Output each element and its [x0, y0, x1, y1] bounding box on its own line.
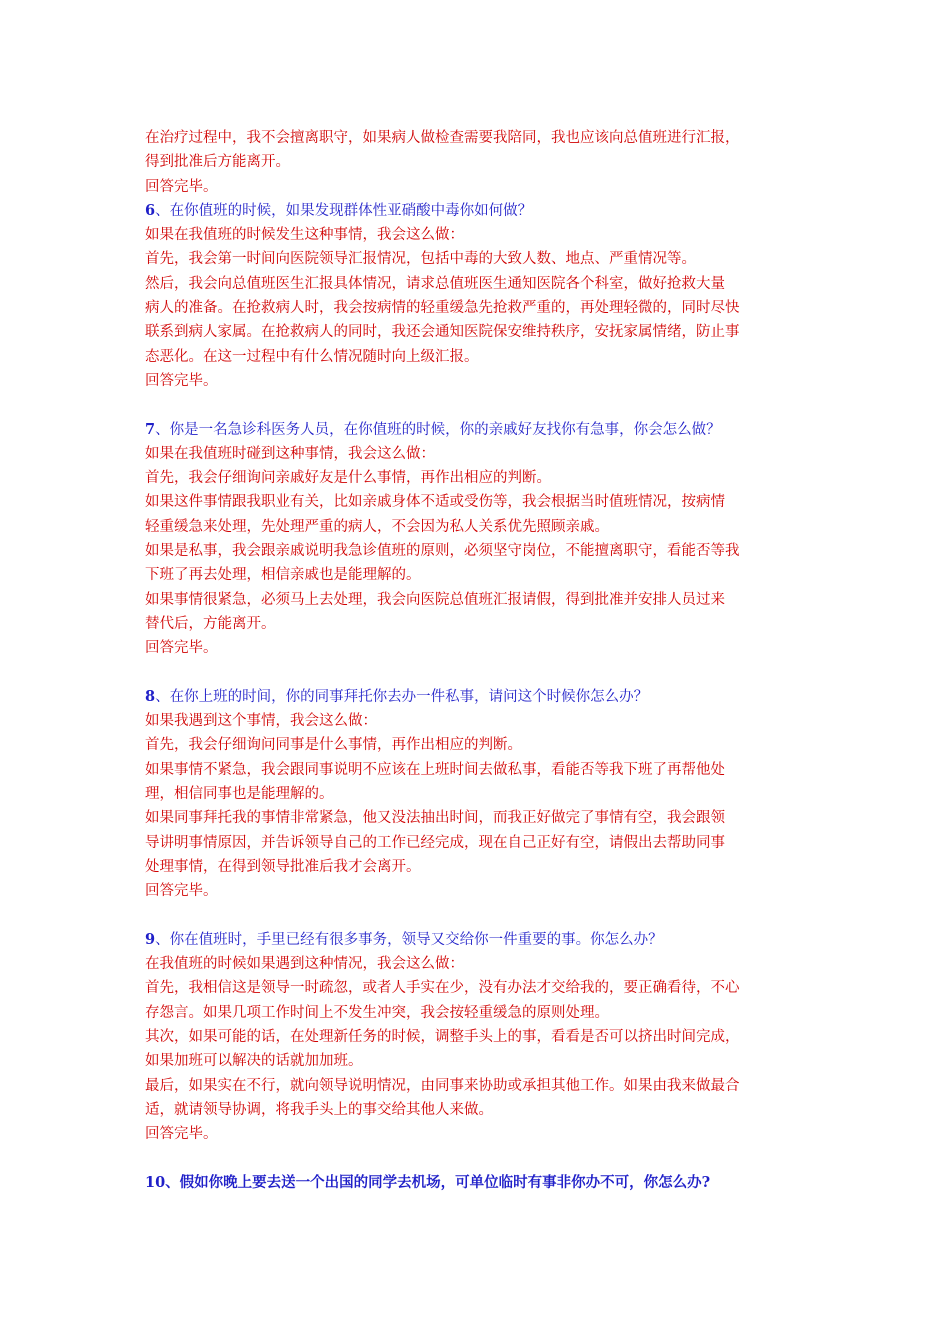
answer-line: 轻重缓急来处理，先处理严重的病人，不会因为私人关系优先照顾亲戚。 — [145, 518, 609, 535]
answer-line: 如果事情不紧急，我会跟同事说明不应该在上班时间去做私事，看能否等我下班了再帮他处 — [145, 761, 725, 778]
document-body — [145, 126, 813, 1195]
answer-line: 导讲明事情原因，并告诉领导自己的工作已经完成，现在自己正好有空，请假出去帮助同事 — [145, 834, 725, 851]
answer-done: 回答完毕。 — [145, 1126, 218, 1143]
question-block-7 — [145, 418, 813, 661]
answer-line: 如果这件事情跟我职业有关，比如亲戚身体不适或受伤等，我会根据当时值班情况，按病情 — [145, 494, 725, 511]
question-block-6 — [145, 199, 813, 393]
answer-line: 下班了再去处理，相信亲戚也是能理解的。 — [145, 567, 421, 584]
question-text: 、你是一名急诊科医务人员，在你值班的时候，你的亲戚好友找你有急事，你会怎么做？ — [155, 421, 721, 438]
spacer — [145, 393, 813, 417]
answer-done: 回答完毕。 — [145, 883, 218, 900]
answer-line: 病人的准备。在抢救病人时，我会按病情的轻重缓急先抢救严重的，再处理轻微的，同时尽快 — [145, 300, 740, 317]
answer-done: 回答完毕。 — [145, 640, 218, 657]
question-number: 9 — [145, 930, 156, 948]
answer-line: 如果加班可以解决的话就加加班。 — [145, 1053, 363, 1070]
spacer — [145, 661, 813, 685]
question-heading — [145, 418, 813, 442]
question-text: 、在你上班的时间，你的同事拜托你去办一件私事，请问这个时候你怎么办？ — [155, 688, 649, 705]
answer-line: 替代后，方能离开。 — [145, 615, 276, 632]
answer-done: 回答完毕。 — [145, 372, 218, 389]
spacer — [145, 1146, 813, 1170]
answer-line: 如果在我值班时碰到这种事情，我会这么做： — [145, 445, 435, 462]
question-number: 10 — [145, 1173, 166, 1191]
answer-line: 适，就请领导协调，将我手头上的事交给其他人来做。 — [145, 1101, 493, 1118]
answer-line: 最后，如果实在不行，就向领导说明情况，由同事来协助或承担其他工作。如果由我来做最合 — [145, 1077, 740, 1094]
answer-line: 理，相信同事也是能理解的。 — [145, 786, 334, 803]
answer-line: 得到批准后方能离开。 — [145, 154, 290, 171]
answer-line: 处理事情，在得到领导批准后我才会离开。 — [145, 858, 421, 875]
answer-line: 如果同事拜托我的事情非常紧急，他又没法抽出时间，而我正好做完了事情有空，我会跟领 — [145, 810, 725, 827]
answer-line: 在我值班的时候如果遇到这种情况，我会这么做： — [145, 956, 464, 973]
answer-line: 如果我遇到这个事情，我会这么做： — [145, 713, 377, 730]
answer-line: 首先，我会仔细询问亲戚好友是什么事情，再作出相应的判断。 — [145, 470, 551, 487]
answer-line: 首先，我相信这是领导一时疏忽，或者人手实在少，没有办法才交给我的，要正确看待，不心 — [145, 980, 740, 997]
answer-done: 回答完毕。 — [145, 178, 218, 195]
spacer — [145, 904, 813, 928]
answer-line: 态恶化。在这一过程中有什么情况随时向上级汇报。 — [145, 348, 479, 365]
answer-line: 然后，我会向总值班医生汇报具体情况，请求总值班医生通知医院各个科室，做好抢救大量 — [145, 275, 725, 292]
answer-line: 在治疗过程中，我不会擅离职守，如果病人做检查需要我陪同，我也应该向总值班进行汇报， — [145, 130, 740, 146]
question-heading — [145, 199, 813, 223]
answer-line: 存怨言。如果几项工作时间上不发生冲突，我会按轻重缓急的原则处理。 — [145, 1004, 609, 1021]
question-number: 8 — [145, 687, 156, 705]
answer-line: 首先，我会仔细询问同事是什么事情，再作出相应的判断。 — [145, 737, 522, 754]
question-block-9 — [145, 928, 813, 1147]
answer-line: 如果事情很紧急，必须马上去处理，我会向医院总值班汇报请假，得到批准并安排人员过来 — [145, 591, 725, 608]
question-heading — [145, 685, 813, 709]
question-block-8 — [145, 685, 813, 904]
question-text: 、你在值班时，手里已经有很多事务，领导又交给你一件重要的事。你怎么办？ — [155, 931, 663, 948]
question-number: 6 — [145, 201, 156, 219]
answer-line: 如果是私事，我会跟亲戚说明我急诊值班的原则，必须坚守岗位，不能擅离职守，看能否等我 — [145, 543, 740, 560]
question-number: 7 — [145, 420, 156, 438]
answer-line: 联系到病人家属。在抢救病人的同时，我还会通知医院保安维持秩序，安抚家属情绪，防止事 — [145, 324, 740, 341]
answer-line: 其次，如果可能的话，在处理新任务的时候，调整手头上的事，看看是否可以挤出时间完成， — [145, 1028, 740, 1045]
question-block-10 — [145, 1171, 813, 1195]
question-text: 、假如你晚上要去送一个出国的同学去机场，可单位临时有事非你办不可，你怎么办? — [165, 1173, 711, 1191]
question-heading — [145, 1171, 813, 1195]
answer-line: 首先，我会第一时间向医院领导汇报情况，包括中毒的大致人数、地点、严重情况等。 — [145, 251, 696, 268]
question-heading — [145, 928, 813, 952]
answer-line: 如果在我值班的时候发生这种事情，我会这么做： — [145, 227, 464, 244]
intro-block — [145, 126, 813, 199]
question-text: 、在你值班的时候，如果发现群体性亚硝酸中毒你如何做？ — [155, 202, 533, 219]
